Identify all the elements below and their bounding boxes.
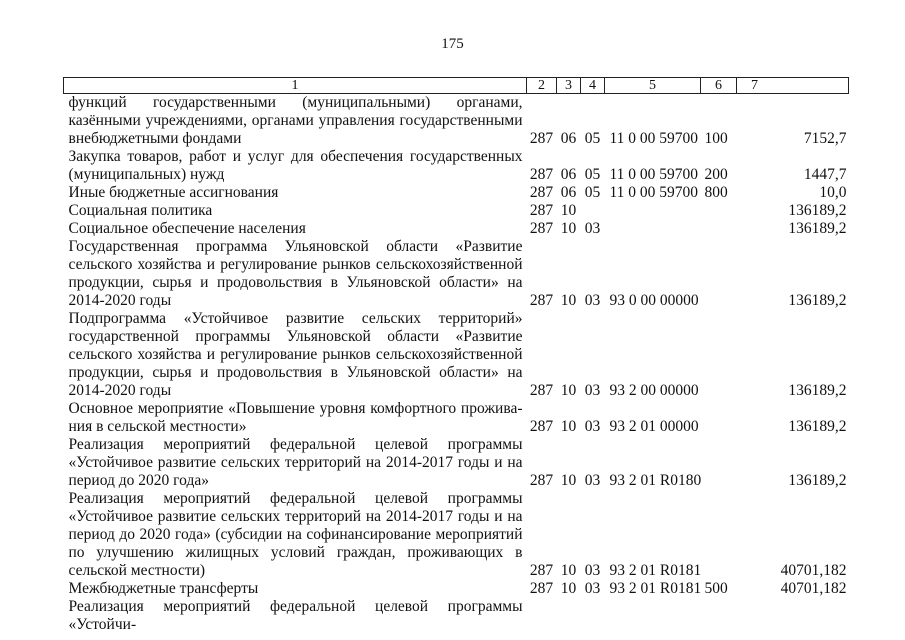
table-row — [64, 580, 849, 598]
row-name: функций государственными (муниципальными) органами, казёнными учреждениями, органами управления государственными внебюджетными фондами — [68, 94, 523, 147]
row-gr: 287 — [529, 580, 554, 597]
row-sum: 136189,2 — [788, 472, 847, 489]
row-csr — [605, 220, 701, 238]
row-sum: 10,0 — [819, 184, 847, 201]
row-csr: 93 0 00 00000 — [609, 292, 699, 309]
row-vr — [701, 400, 737, 436]
row-pr: 03 — [584, 382, 601, 399]
row-gr: 287 — [529, 562, 554, 579]
row-pr: 03 — [584, 472, 601, 489]
row-vr — [701, 202, 737, 220]
row-csr: 11 0 00 59700 — [609, 166, 699, 183]
row-rz: 10 — [560, 220, 577, 237]
header-col-4: 4 — [581, 78, 605, 94]
row-rz: 06 — [560, 166, 577, 183]
row-pr: 05 — [584, 184, 601, 201]
row-rz: 10 — [560, 202, 577, 219]
row-gr: 287 — [529, 472, 554, 489]
table-row — [64, 238, 849, 310]
row-sum: 136189,2 — [788, 292, 847, 309]
row-name: Основное мероприятие «Повышение уровня комфортного проживания в сельской местности» — [68, 400, 523, 435]
row-gr: 287 — [529, 202, 554, 219]
row-name: Реализация мероприятий федеральной целевой программы «Устойчи- — [68, 598, 523, 633]
row-vr — [701, 238, 737, 310]
header-col-6: 6 — [701, 78, 737, 94]
row-rz: 10 — [560, 562, 577, 579]
row-sum — [737, 598, 849, 634]
table-header-row — [64, 78, 849, 94]
row-csr — [605, 598, 701, 634]
header-col-3: 3 — [557, 78, 581, 94]
row-gr: 287 — [529, 130, 554, 147]
row-gr — [527, 598, 557, 634]
row-vr — [701, 598, 737, 634]
row-gr: 287 — [529, 220, 554, 237]
row-csr: 93 2 01 00000 — [609, 418, 699, 435]
row-csr: 93 2 00 00000 — [609, 382, 699, 399]
row-rz: 10 — [560, 580, 577, 597]
row-pr — [581, 598, 605, 634]
row-pr: 03 — [584, 220, 601, 237]
table-row — [64, 202, 849, 220]
row-csr: 93 2 01 R0181 — [609, 580, 702, 597]
header-col-2: 2 — [527, 78, 557, 94]
row-csr: 11 0 00 59700 — [609, 184, 699, 201]
row-vr: 500 — [704, 580, 728, 597]
row-rz: 06 — [560, 184, 577, 201]
table-row — [64, 436, 849, 490]
row-sum: 136189,2 — [788, 202, 847, 219]
row-pr: 03 — [584, 562, 601, 579]
row-rz: 10 — [560, 382, 577, 399]
row-sum: 136189,2 — [788, 220, 847, 237]
row-gr: 287 — [529, 292, 554, 309]
row-sum: 136189,2 — [788, 418, 847, 435]
row-name: Межбюджетные трансферты — [68, 580, 259, 597]
table-row — [64, 598, 849, 634]
row-vr — [701, 490, 737, 580]
row-rz: 10 — [560, 418, 577, 435]
row-csr: 11 0 00 59700 — [609, 130, 699, 147]
table-row — [64, 184, 849, 202]
row-gr: 287 — [529, 166, 554, 183]
row-vr: 800 — [704, 184, 728, 201]
row-pr: 03 — [584, 418, 601, 435]
table-row — [64, 220, 849, 238]
table-row — [64, 148, 849, 184]
row-name: Социальное обеспечение населения — [68, 220, 306, 237]
table-row — [64, 400, 849, 436]
row-vr — [701, 220, 737, 238]
row-rz — [557, 598, 581, 634]
row-pr: 03 — [584, 580, 601, 597]
page-number: 175 — [441, 36, 464, 52]
row-csr — [605, 202, 701, 220]
row-rz: 06 — [560, 130, 577, 147]
row-name: Государственная программа Ульяновской области «Развитие сельского хозяйства и регулирование рынков сельскохозяйственной продукции, сырья и продовольствия в Ульяновской области» на 2014-2020 годы — [68, 238, 523, 309]
row-name: Реализация мероприятий федеральной целевой программы «Устойчивое развитие сельских территорий на 2014-2017 годы и на период до 2020 года» — [68, 436, 523, 489]
row-gr: 287 — [529, 184, 554, 201]
table-row — [64, 490, 849, 580]
row-vr — [701, 436, 737, 490]
row-csr: 93 2 01 R0181 — [609, 562, 702, 579]
table-row — [64, 310, 849, 400]
row-rz: 10 — [560, 472, 577, 489]
row-name: Реализация мероприятий федеральной целевой программы «Устойчивое развитие сельских территорий на 2014-2017 годы и на период до 2020 года» (субсидии на софинансирование мероприятий по улучшению жилищных условий граждан, проживающих в сельской местности) — [68, 490, 523, 579]
row-sum: 136189,2 — [788, 382, 847, 399]
table-row — [64, 94, 849, 149]
row-sum: 7152,7 — [803, 130, 847, 147]
row-name: Закупка товаров, работ и услуг для обеспечения государственных (муниципальных) нужд — [68, 148, 523, 183]
row-csr: 93 2 01 R0180 — [609, 472, 702, 489]
row-vr — [701, 310, 737, 400]
row-name: Иные бюджетные ассигнования — [68, 184, 279, 201]
row-gr: 287 — [529, 418, 554, 435]
row-vr: 200 — [704, 166, 728, 183]
row-pr: 05 — [584, 166, 601, 183]
budget-table — [63, 77, 849, 634]
row-vr: 100 — [704, 130, 728, 147]
header-col-7: 7 — [737, 78, 849, 94]
row-rz: 10 — [560, 292, 577, 309]
row-name: Социальная политика — [68, 202, 213, 219]
row-sum: 40701,182 — [780, 562, 847, 579]
header-col-1: 1 — [64, 78, 527, 94]
row-pr: 05 — [584, 130, 601, 147]
row-gr: 287 — [529, 382, 554, 399]
row-pr — [581, 202, 605, 220]
row-pr: 03 — [584, 292, 601, 309]
header-col-5: 5 — [605, 78, 701, 94]
row-name: Подпрограмма «Устойчивое развитие сельских территорий» государственной программы Ульяновской области «Развитие сельского хозяйства и регулирование рынков сельскохозяйственной продукции, сырья и продовольствия в Ульяновской области» на 2014-2020 годы — [68, 310, 523, 399]
row-sum: 1447,7 — [803, 166, 847, 183]
row-sum: 40701,182 — [780, 580, 847, 597]
